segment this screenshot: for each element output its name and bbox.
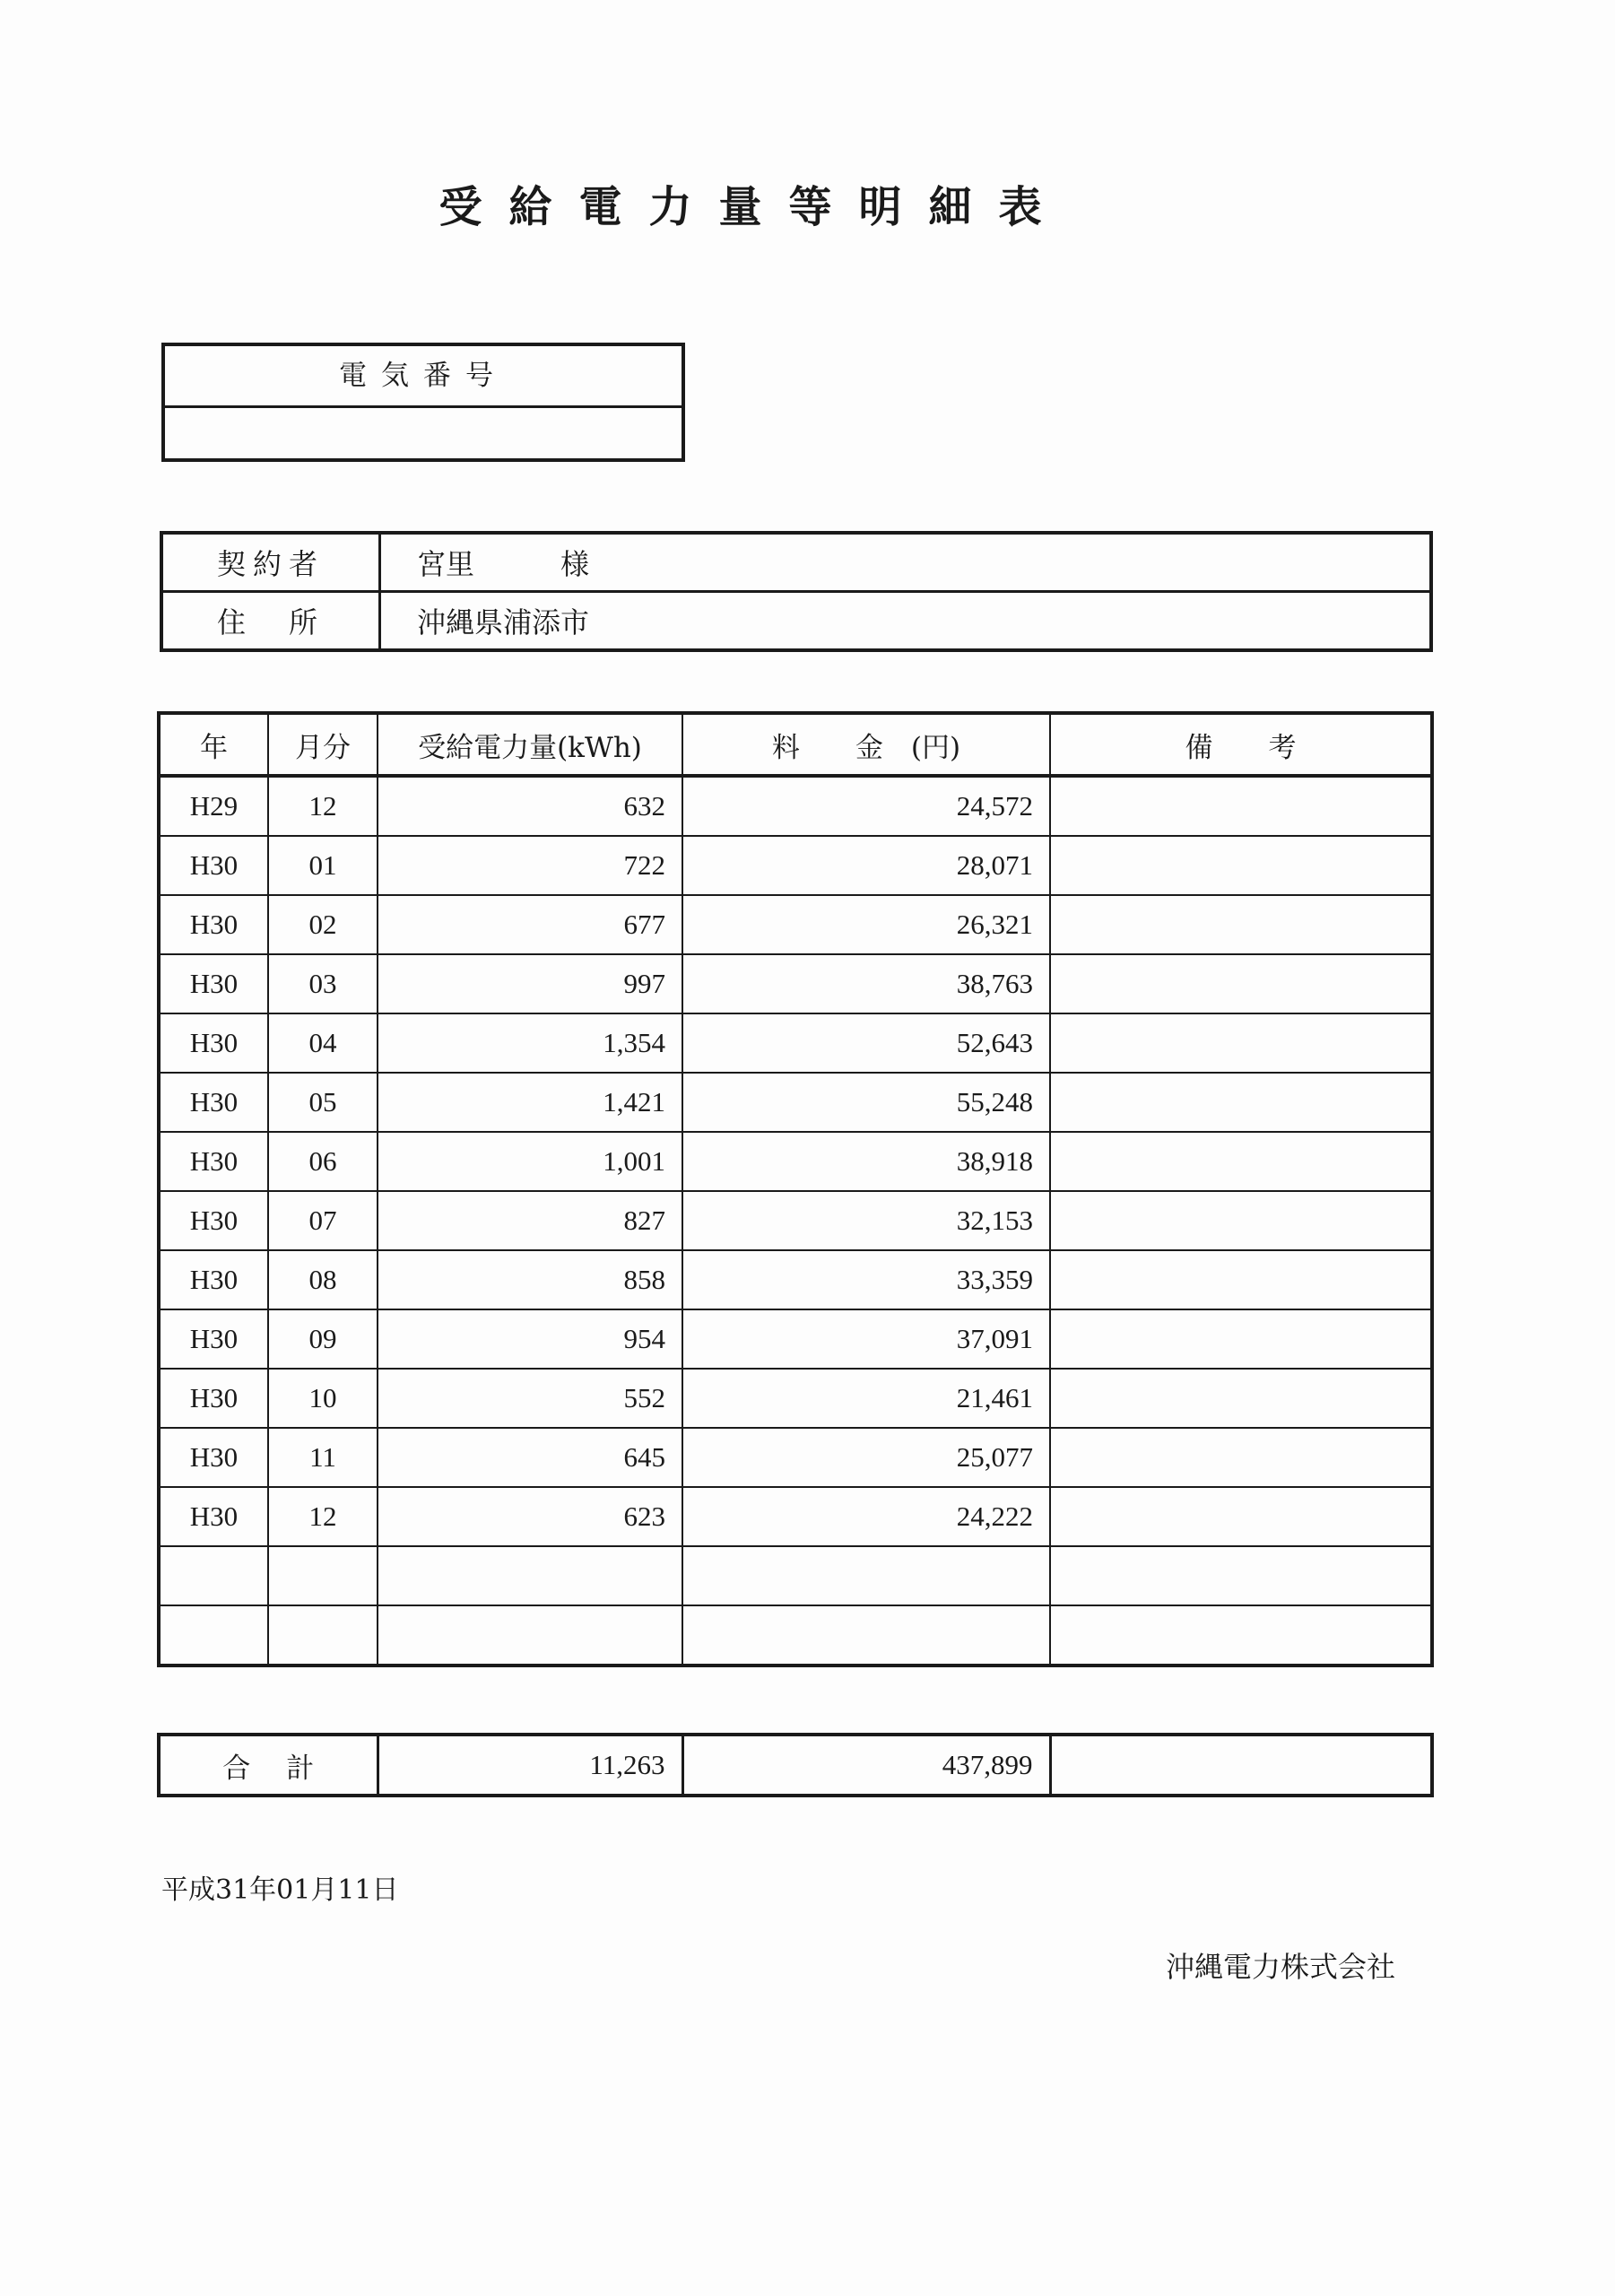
cell-fee: 38,918 (682, 1132, 1050, 1191)
cell-year: H30 (159, 1428, 268, 1487)
cell-month: 05 (268, 1073, 378, 1132)
cell-kwh: 827 (378, 1191, 682, 1250)
cell-fee: 32,153 (682, 1191, 1050, 1250)
cell-kwh: 677 (378, 895, 682, 954)
table-row (159, 1309, 1432, 1369)
table-row (159, 1487, 1432, 1546)
cell-kwh: 1,421 (378, 1073, 682, 1132)
cell-kwh: 1,354 (378, 1013, 682, 1073)
issue-date: 平成31年01月11日 (161, 1874, 399, 1906)
header-month: 月分 (268, 713, 378, 776)
cell-kwh (378, 1605, 682, 1665)
cell-fee: 28,071 (682, 836, 1050, 895)
total-table (157, 1733, 1434, 1797)
cell-fee: 38,763 (682, 954, 1050, 1013)
cell-year: H30 (159, 1132, 268, 1191)
cell-kwh: 623 (378, 1487, 682, 1546)
cell-note (1050, 1605, 1432, 1665)
cell-year: H29 (159, 776, 268, 836)
table-row (159, 1250, 1432, 1309)
cell-note (1050, 895, 1432, 954)
cell-month (268, 1546, 378, 1605)
table-row (159, 1073, 1432, 1132)
cell-month: 07 (268, 1191, 378, 1250)
cell-note (1050, 1191, 1432, 1250)
total-kwh: 11,263 (378, 1735, 682, 1796)
cell-year: H30 (159, 895, 268, 954)
cell-fee: 21,461 (682, 1369, 1050, 1428)
usage-table-header (159, 713, 1432, 776)
cell-month: 06 (268, 1132, 378, 1191)
cell-kwh: 632 (378, 776, 682, 836)
table-row (159, 1191, 1432, 1250)
cell-fee (682, 1605, 1050, 1665)
cell-year (159, 1605, 268, 1665)
table-row (159, 776, 1432, 836)
cell-kwh: 1,001 (378, 1132, 682, 1191)
contractor-value: 宮里 様 (380, 533, 1432, 592)
cell-fee: 37,091 (682, 1309, 1050, 1369)
cell-year: H30 (159, 1487, 268, 1546)
header-kwh: 受給電力量(kWh) (378, 713, 682, 776)
cell-month: 10 (268, 1369, 378, 1428)
table-row (159, 895, 1432, 954)
cell-note (1050, 1546, 1432, 1605)
header-fee: 料 金 (円) (682, 713, 1050, 776)
header-note: 備 考 (1050, 713, 1432, 776)
cell-month: 12 (268, 1487, 378, 1546)
cell-year: H30 (159, 836, 268, 895)
total-note (1050, 1735, 1432, 1796)
cell-month: 11 (268, 1428, 378, 1487)
table-row (159, 836, 1432, 895)
cell-year: H30 (159, 954, 268, 1013)
cell-note (1050, 1073, 1432, 1132)
meter-number-label: 電気番号 (165, 346, 682, 408)
cell-year: H30 (159, 1309, 268, 1369)
address-value: 沖縄県浦添市 (380, 592, 1432, 651)
table-row (159, 1546, 1432, 1605)
cell-month: 03 (268, 954, 378, 1013)
cell-kwh (378, 1546, 682, 1605)
table-row (159, 1369, 1432, 1428)
total-fee: 437,899 (682, 1735, 1050, 1796)
cell-fee: 26,321 (682, 895, 1050, 954)
cell-fee (682, 1546, 1050, 1605)
cell-year: H30 (159, 1013, 268, 1073)
cell-month: 08 (268, 1250, 378, 1309)
cell-year: H30 (159, 1191, 268, 1250)
company-name: 沖縄電力株式会社 (1166, 1950, 1396, 1984)
contractor-label: 契約者 (161, 533, 380, 592)
cell-year: H30 (159, 1369, 268, 1428)
cell-kwh: 997 (378, 954, 682, 1013)
table-row (159, 1132, 1432, 1191)
cell-month: 12 (268, 776, 378, 836)
cell-fee: 25,077 (682, 1428, 1050, 1487)
contract-info-table (160, 531, 1433, 652)
document-title: 受給電力量等明細表 (438, 182, 1069, 232)
cell-month (268, 1605, 378, 1665)
meter-number-box (161, 343, 685, 462)
cell-note (1050, 1428, 1432, 1487)
cell-note (1050, 1132, 1432, 1191)
cell-year: H30 (159, 1250, 268, 1309)
cell-month: 09 (268, 1309, 378, 1369)
cell-month: 02 (268, 895, 378, 954)
cell-note (1050, 1250, 1432, 1309)
cell-year (159, 1546, 268, 1605)
cell-note (1050, 1013, 1432, 1073)
cell-kwh: 552 (378, 1369, 682, 1428)
total-label: 合計 (159, 1735, 378, 1796)
cell-kwh: 858 (378, 1250, 682, 1309)
address-label: 住 所 (161, 592, 380, 651)
cell-note (1050, 954, 1432, 1013)
cell-kwh: 645 (378, 1428, 682, 1487)
table-row (159, 1013, 1432, 1073)
cell-month: 04 (268, 1013, 378, 1073)
cell-note (1050, 836, 1432, 895)
cell-kwh: 722 (378, 836, 682, 895)
cell-note (1050, 1369, 1432, 1428)
header-year: 年 (159, 713, 268, 776)
cell-fee: 55,248 (682, 1073, 1050, 1132)
cell-note (1050, 776, 1432, 836)
cell-note (1050, 1309, 1432, 1369)
cell-note (1050, 1487, 1432, 1546)
table-row (159, 1605, 1432, 1665)
cell-fee: 24,222 (682, 1487, 1050, 1546)
table-row (159, 1428, 1432, 1487)
cell-kwh: 954 (378, 1309, 682, 1369)
cell-fee: 24,572 (682, 776, 1050, 836)
cell-month: 01 (268, 836, 378, 895)
table-row (159, 954, 1432, 1013)
cell-year: H30 (159, 1073, 268, 1132)
cell-fee: 52,643 (682, 1013, 1050, 1073)
usage-table (157, 711, 1434, 1667)
cell-fee: 33,359 (682, 1250, 1050, 1309)
